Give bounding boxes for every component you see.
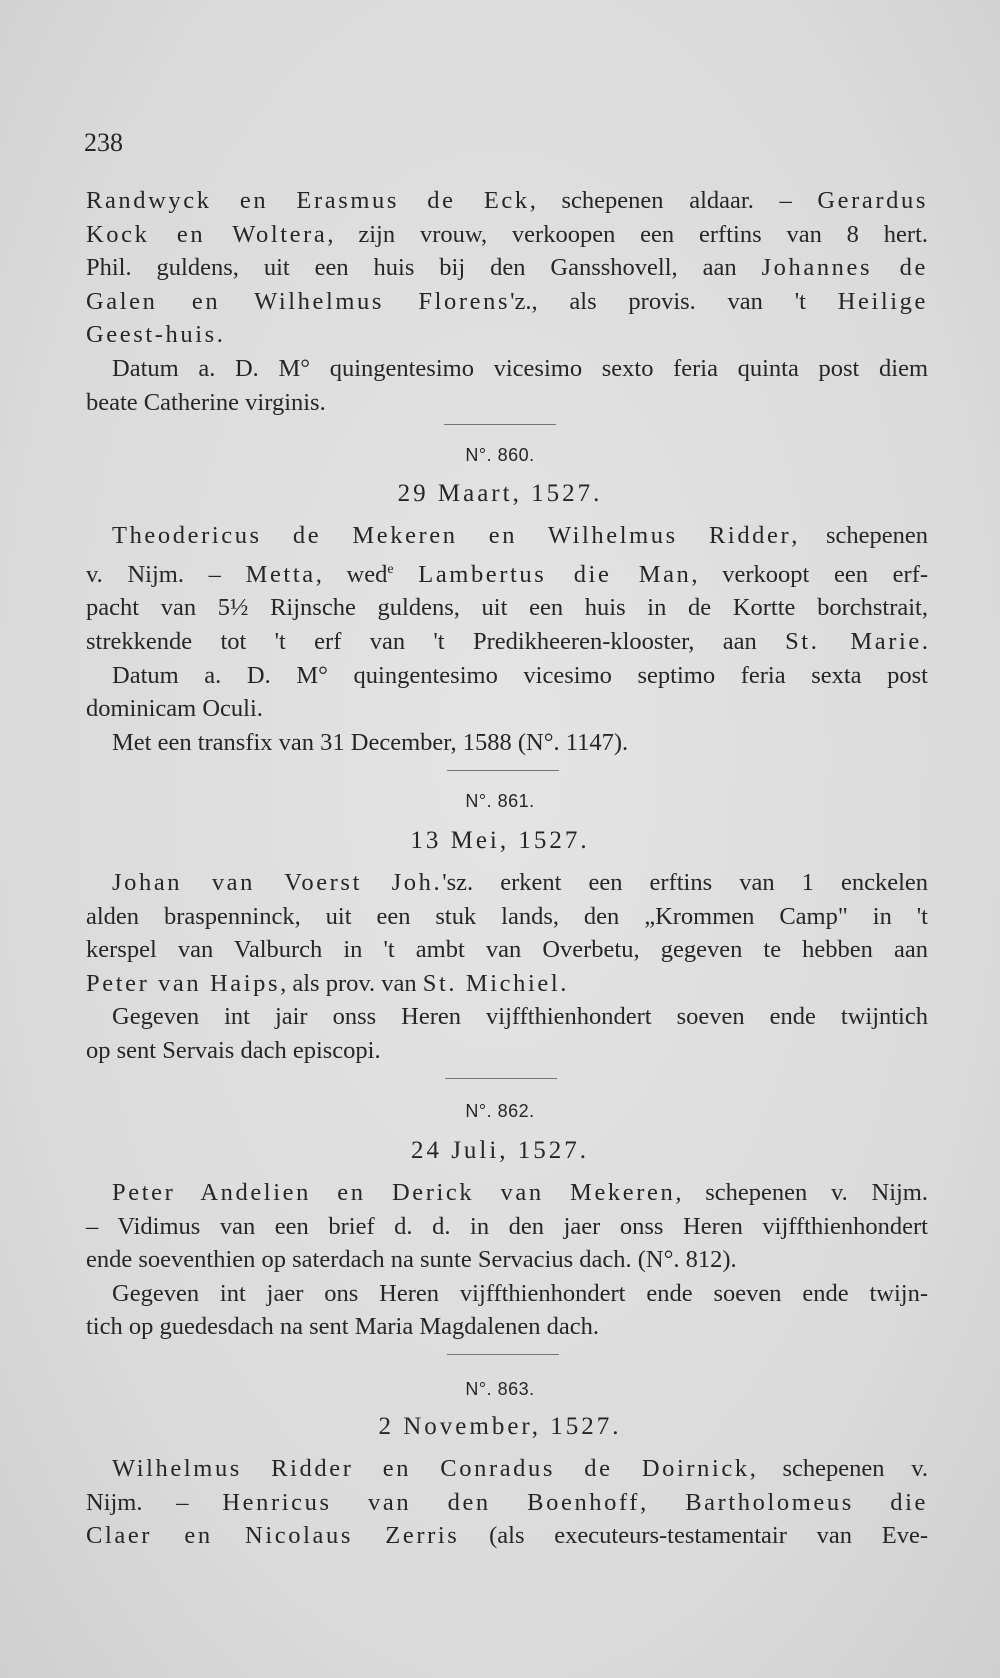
text-line: Gegeven int jair onss Heren vijffthienhondert soeven ende twijntich	[112, 1003, 928, 1031]
text-line: beate Catherine virginis.	[86, 388, 326, 416]
text-line: tich op guedesdach na sent Maria Magdalenen dach.	[86, 1313, 599, 1341]
text-line: Galen en Wilhelmus Florens'z., als provis. van 't Heilige	[86, 287, 928, 315]
section-divider	[444, 424, 556, 425]
text-line: Kock en Woltera, zijn vrouw, verkoopen een erftins van 8 hert.	[86, 220, 928, 248]
section-divider	[445, 1078, 557, 1079]
entry-860-text	[86, 519, 928, 759]
text-line: pacht van 5½ Rijnsche guldens, uit een huis in de Kortte borchstrait,	[86, 594, 928, 622]
entry-862-text	[86, 1176, 928, 1344]
section-divider	[447, 1354, 559, 1355]
text-line: Met een transfix van 31 December, 1588 (N°. 1147).	[112, 728, 629, 756]
section-divider	[447, 770, 559, 771]
intro-paragraph	[86, 184, 928, 419]
text-line: op sent Servais dach episcopi.	[86, 1036, 381, 1064]
entry-number-863: N°. 863.	[465, 1379, 535, 1399]
text-line: – Vidimus van een brief d. d. in den jaer onss Heren vijffthienhondert	[86, 1212, 928, 1240]
text-line: ende soeventhien op saterdach na sunte Servacius dach. (N°. 812).	[86, 1246, 737, 1274]
text-line: Geest-huis.	[86, 321, 223, 349]
text-line: kerspel van Valburch in 't ambt van Overbetu, gegeven te hebben aan	[86, 936, 928, 964]
text-line: Randwyck en Erasmus de Eck, schepenen aldaar. – Gerardus	[86, 187, 928, 214]
entry-date-862: 24 Juli, 1527.	[410, 1137, 590, 1164]
text-line: Theodericus de Mekeren en Wilhelmus Ridder, schepenen	[112, 522, 928, 549]
text-line: v. Nijm. – Metta, wed$^e$ Lambertus die Man, verkoopt een erf-	[86, 560, 929, 588]
entry-863-text	[86, 1452, 928, 1553]
text-line: Peter van Haips, als prov. van St. Michiel.	[86, 969, 567, 997]
text-line: Datum a. D. M° quingentesimo vicesimo sexto feria quinta post diem	[112, 354, 928, 382]
entry-number-862: N°. 862.	[465, 1101, 535, 1121]
entry-date-861: 13 Mei, 1527.	[410, 827, 590, 854]
entry-number-860: N°. 860.	[465, 445, 535, 465]
entry-date-860: 29 Maart, 1527.	[397, 480, 603, 507]
entry-number-861: N°. 861.	[465, 791, 535, 811]
entry-date-863: 2 November, 1527.	[378, 1413, 622, 1440]
text-line: Gegeven int jaer ons Heren vijffthienhondert ende soeven ende twijn-	[112, 1279, 928, 1307]
text-line: Phil. guldens, uit een huis bij den Gansshovell, aan Johannes de	[86, 254, 928, 282]
text-line: strekkende tot 't erf van 't Predikheeren-klooster, aan St. Marie.	[86, 627, 928, 655]
text-line: Peter Andelien en Derick van Mekeren, schepenen v. Nijm.	[112, 1179, 928, 1206]
text-line: dominicam Oculi.	[86, 695, 263, 723]
text-line: alden braspenninck, uit een stuk lands, den „Krommen Camp" in 't	[86, 902, 928, 930]
text-line: Johan van Voerst Joh.'sz. erkent een erftins van 1 enckelen	[112, 869, 928, 896]
text-line: Datum a. D. M° quingentesimo vicesimo septimo feria sexta post	[112, 661, 928, 689]
text-line: Wilhelmus Ridder en Conradus de Doirnick, schepenen v.	[112, 1455, 928, 1482]
entry-861-text	[86, 866, 928, 1068]
text-line: Claer en Nicolaus Zerris (als executeurs-testamentair van Eve-	[86, 1522, 928, 1550]
text-line: Nijm. – Henricus van den Boenhoff, Bartholomeus die	[86, 1488, 928, 1516]
page-number: 238	[84, 128, 123, 157]
